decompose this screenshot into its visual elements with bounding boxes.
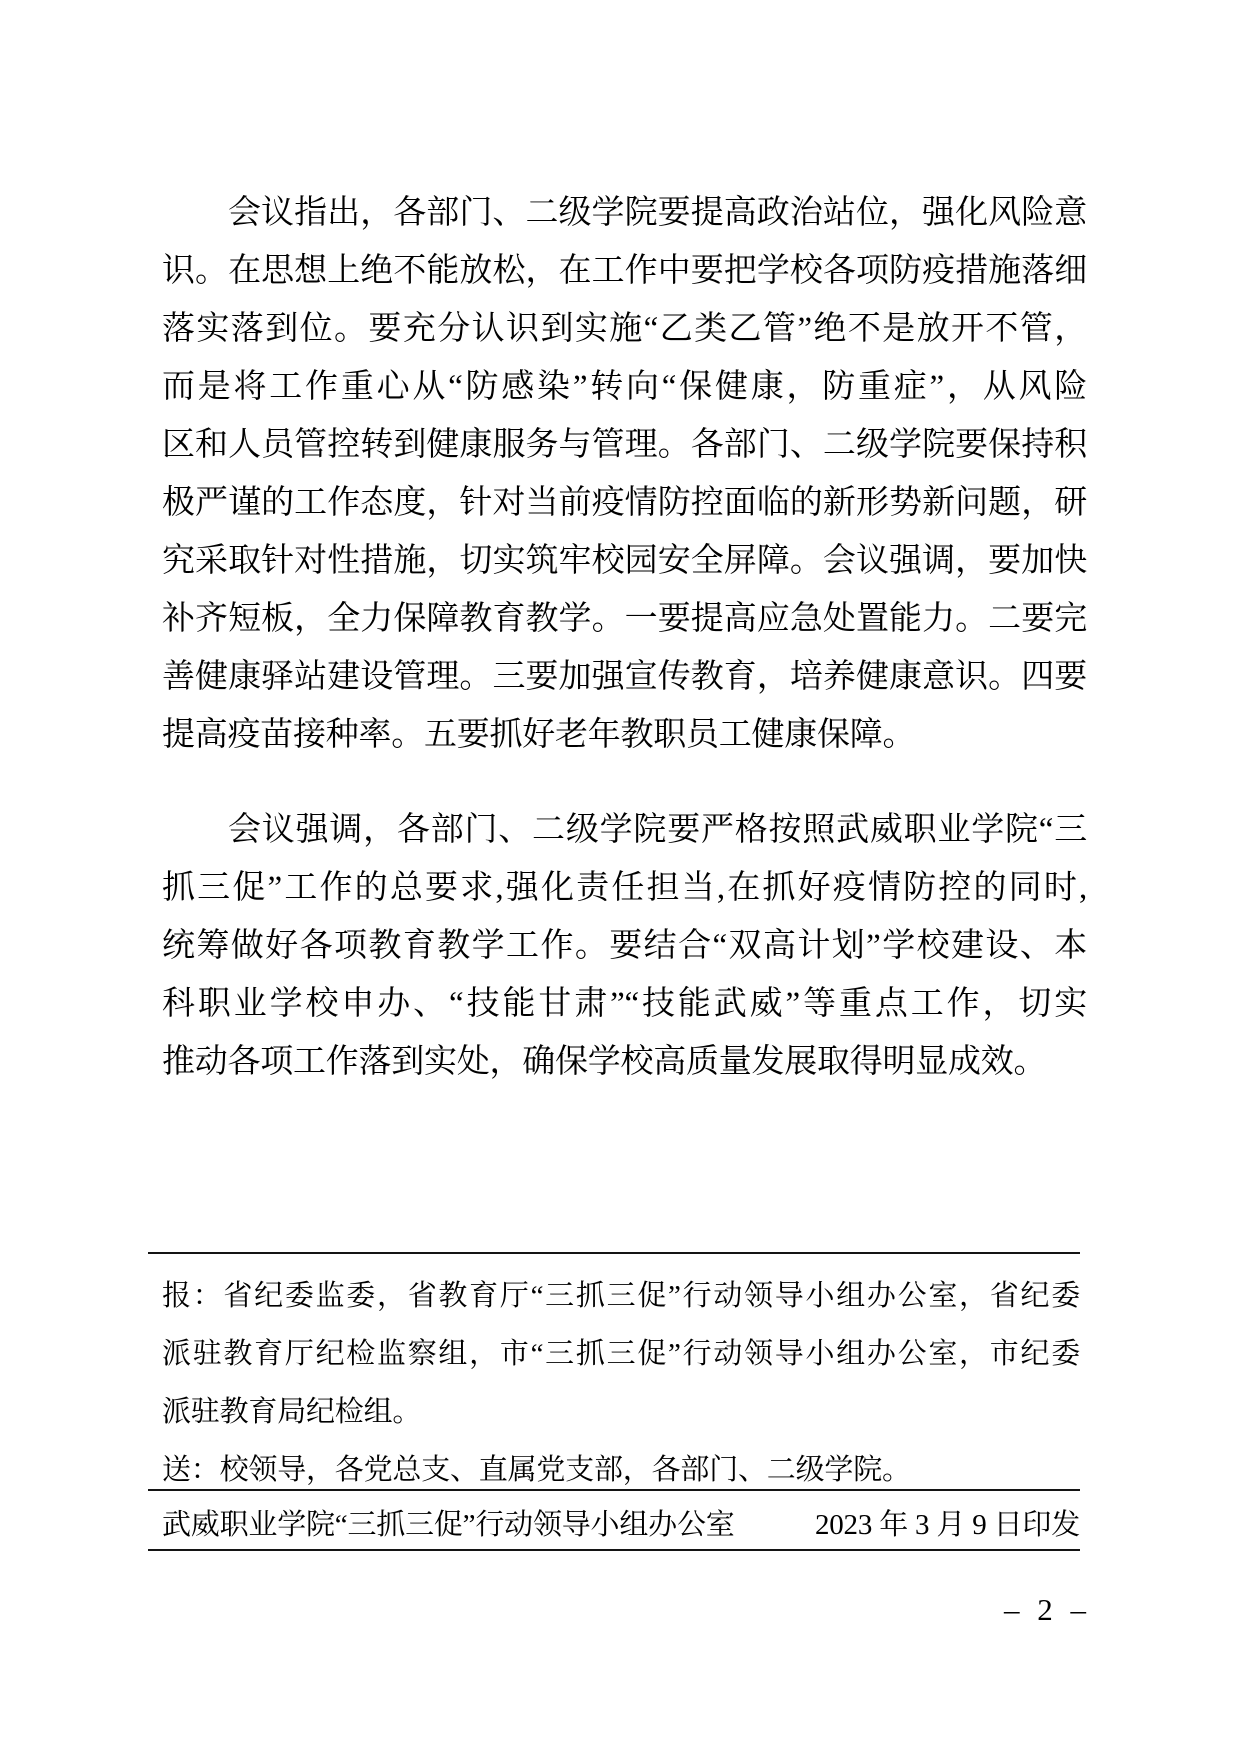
body-line: 统筹做好各项教育教学工作。要结合“双高计划”学校建设、本 [162, 928, 1087, 964]
body-line: 而是将工作重心从“防感染”转向“保健康，防重症”，从风险 [162, 369, 1087, 405]
document-body [162, 184, 1087, 1091]
paragraph-2 [162, 801, 1087, 1091]
body-line: 究采取针对性措施，切实筑牢校园安全屏障。会议强调，要加快 [162, 543, 1087, 579]
body-line: 科职业学校申办、“技能甘肃”“技能武威”等重点工作，切实 [162, 986, 1087, 1022]
body-line: 善健康驿站建设管理。三要加强宣传教育，培养健康意识。四要 [162, 659, 1087, 695]
body-line: 提高疫苗接种率。五要抓好老年教职员工健康保障。 [162, 717, 916, 753]
body-line: 补齐短板，全力保障教育教学。一要提高应急处置能力。二要完 [162, 601, 1087, 637]
body-line: 推动各项工作落到实处，确保学校高质量发展取得明显成效。 [162, 1044, 1047, 1080]
print-date: 2023 年 3 月 9 日印发 [814, 1509, 1080, 1541]
body-line: 抓三促”工作的总要求,强化责任担当,在抓好疫情防控的同时, [162, 870, 1087, 906]
paragraph-1 [162, 184, 1087, 764]
page-number: – 2 – [1004, 1592, 1086, 1627]
report-line: 派驻教育厅纪检监察组，市“三抓三促”行动领导小组办公室，市纪委 [162, 1338, 1080, 1370]
body-line: 会议强调，各部门、二级学院要严格按照武威职业学院“三 [228, 812, 1087, 848]
body-line: 落实落到位。要充分认识到实施“乙类乙管”绝不是放开不管， [162, 311, 1087, 347]
body-line: 会议指出，各部门、二级学院要提高政治站位，强化风险意 [228, 195, 1087, 231]
body-line: 极严谨的工作态度，针对当前疫情防控面临的新形势新问题，研 [162, 485, 1087, 521]
separator-line-top [148, 1252, 1080, 1254]
distribution-block [162, 1267, 1080, 1499]
report-line: 派驻教育局纪检组。 [162, 1396, 422, 1428]
send-line: 送：校领导，各党总支、直属党支部，各部门、二级学院。 [162, 1454, 911, 1486]
issuing-office: 武威职业学院“三抓三促”行动领导小组办公室 [162, 1509, 735, 1541]
report-line: 报：省纪委监委，省教育厅“三抓三促”行动领导小组办公室，省纪委 [162, 1280, 1080, 1312]
body-line: 识。在思想上绝不能放松，在工作中要把学校各项防疫措施落细 [162, 253, 1087, 289]
issue-footer [162, 1501, 1080, 1549]
body-line: 区和人员管控转到健康服务与管理。各部门、二级学院要保持积 [162, 427, 1087, 463]
separator-line-bottom [148, 1549, 1080, 1551]
separator-line-middle [148, 1489, 1080, 1491]
